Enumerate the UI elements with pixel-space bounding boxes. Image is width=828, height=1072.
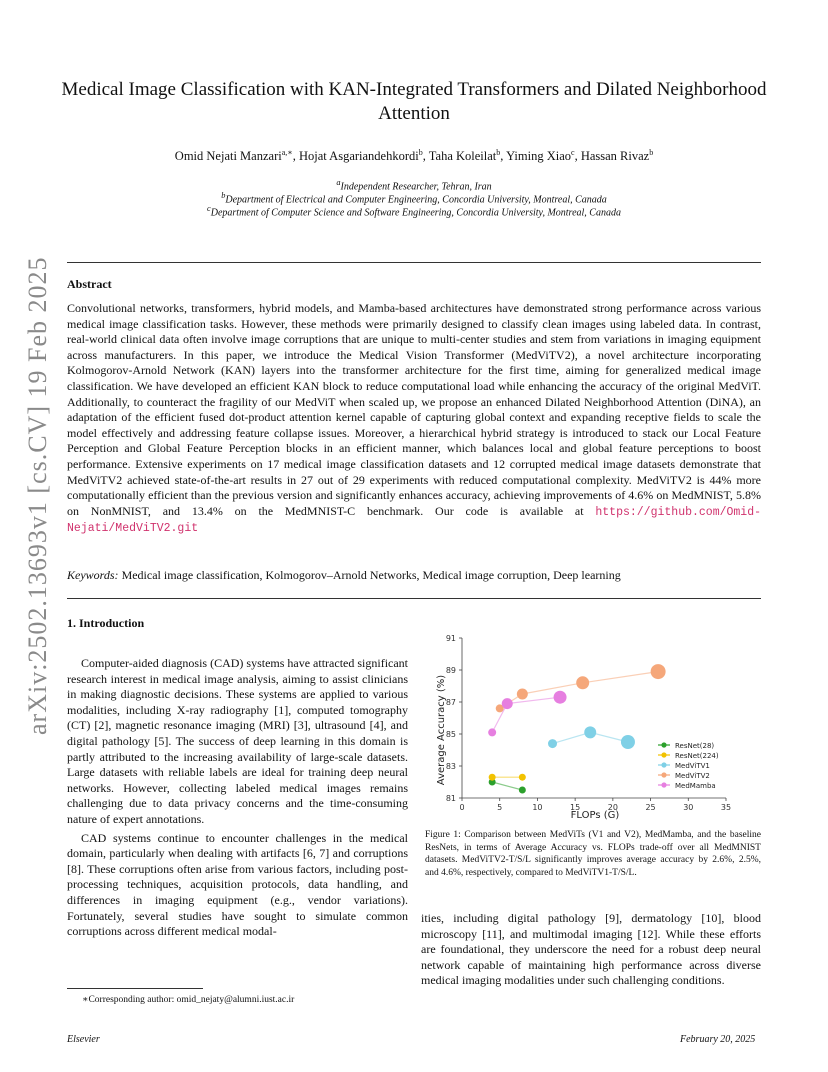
right-column	[421, 911, 761, 989]
footer-date: February 20, 2025	[680, 1034, 756, 1045]
data-point	[502, 698, 513, 709]
data-point	[488, 728, 496, 736]
legend-entry: MedMamba	[675, 782, 716, 790]
data-point	[548, 739, 557, 748]
affiliation-c: $^c$Department of Computer Science and Software Engineering, Concordia University, Montreal, Canada	[207, 204, 621, 219]
x-tick-label: 15	[570, 803, 581, 812]
data-point	[519, 787, 526, 794]
intro-paragraph-1: Computer-aided diagnosis (CAD) systems have attracted significant research interest in medical image analysis, aiming to assist clinicians in making diagnostic decisions. These systems are applied to various modalities, including X-ray radiography [1], computed tomography (CT) [2], magnetic resonance imaging (MRI) [3], ultrasound [4], and digital pathology [5]. The success of deep learning in this domain is partly attributed to the increasing availability of large-scale datasets. Large datasets with reliable labels are ideal for training deep neural networks. However, collecting labeled medical images remains challenging due to data privacy concerns and the time-consuming nature of expert annotations.	[67, 656, 409, 826]
y-axis-label: Average Accuracy (%)	[436, 674, 447, 786]
corresponding-author-footnote: ∗Corresponding author: omid_nejaty@alumni.iust.ac.ir	[82, 995, 295, 1005]
author-name: Hassan Rivaz$^b$	[580, 148, 654, 164]
section-heading: 1. Introduction	[67, 616, 145, 630]
y-tick-label: 87	[445, 698, 456, 707]
x-tick-label: 30	[683, 803, 694, 812]
footnote-divider	[67, 988, 203, 989]
left-column	[67, 656, 408, 943]
arxiv-stamp: arXiv:2502.13693v1 [cs.CV] 19 Feb 2025	[23, 256, 52, 735]
x-tick-label: 35	[720, 803, 732, 812]
affiliation-b: $^b$Department of Electrical and Computer Engineering, Concordia University, Montreal, Canada	[221, 191, 607, 206]
keywords	[67, 568, 761, 583]
author-affiliation-mark: c	[571, 148, 575, 157]
figure-caption: Figure 1: Comparison between MedViTs (V1 and V2), MedMamba, and the baseline ResNets, in terms of Average Accuracy vs. FLOPs trade-off over all MedMNIST datasets. MedViTV2-T/S/L significantly improves average accuracy by 2.6%, 2.5%, and 4.6%, respectively, compared to MedViTV1-T/S/L.	[425, 830, 761, 878]
author-name: Omid Nejati Manzari$^{a,∗}$	[174, 148, 293, 164]
intro-paragraph-2: CAD systems continue to encounter challenges in the medical domain, particularly when dealing with artifacts [6, 7] and corruptions [8]. These corruptions often arise from various factors, including post-processing techniques, acquisition protocols, data handling, and differences in imaging equipment (e.g., vendor variations). Fortunately, several studies have sought to simulate common corruptions across different medical modal-	[67, 830, 408, 939]
top-divider	[67, 262, 761, 263]
x-axis-label: FLOPs (G)	[570, 810, 620, 821]
y-tick-label: 85	[445, 730, 456, 739]
legend-entry: MedViTV2	[675, 772, 710, 780]
author-name: Yiming Xiao$^c$	[506, 148, 575, 164]
accuracy-vs-flops-chart	[430, 628, 750, 823]
x-tick-label: 25	[645, 803, 656, 812]
paper-title: Medical Image Classification with KAN-Integrated Transformers and Dilated Neighborhood Attention	[61, 79, 767, 124]
legend-marker	[661, 782, 666, 787]
legend-marker	[661, 772, 666, 777]
abstract-heading: Abstract	[67, 277, 112, 291]
author-name: Taha Koleilat$^b$	[428, 148, 501, 164]
mid-divider	[67, 598, 761, 599]
data-point	[584, 726, 596, 738]
legend-entry: MedViTV1	[675, 762, 710, 770]
legend-marker	[661, 752, 666, 757]
code-link[interactable]: https://github.com/Omid-Nejati/MedViTV2.git	[67, 505, 762, 536]
intro-paragraph-3: ities, including digital pathology [9], dermatology [10], blood microscopy [11], and multimodal imaging [12]. While these efforts are foundational, they underscore the need for a robust deep neural network capable of maintaining high performance across diverse medical imaging modalities under such challenging conditions.	[421, 911, 761, 988]
author-affiliation-mark: a,∗	[281, 148, 293, 157]
affiliation-a: $^a$Independent Researcher, Tehran, Iran	[336, 178, 492, 193]
keywords-text: Medical image classification, Kolmogorov–Arnold Networks, Medical image corruption, Deep learning	[121, 568, 621, 582]
legend-marker	[661, 742, 666, 747]
data-point	[554, 691, 567, 704]
x-tick-label: 0	[459, 803, 465, 812]
legend-entry: ResNet(28)	[675, 742, 715, 750]
author-list: Omid Nejati Manzari$^{a,∗}$, Hojat Asgariandehkordi$^b$, Taha Koleilat$^b$, Yiming Xiao$^c$, Hassan Rivaz$^b$	[174, 148, 654, 164]
series-line	[492, 782, 522, 790]
legend-entry: ResNet(224)	[675, 752, 719, 760]
author-affiliation-mark: b	[649, 148, 654, 157]
author-affiliation-mark: b	[418, 148, 423, 157]
y-tick-label: 91	[445, 634, 456, 643]
author-affiliation-mark: b	[496, 148, 501, 157]
data-point	[576, 676, 589, 689]
y-tick-label: 89	[445, 666, 456, 675]
y-tick-label: 83	[445, 762, 456, 771]
x-tick-label: 5	[497, 803, 503, 812]
data-point	[651, 664, 666, 679]
x-tick-label: 10	[532, 803, 543, 812]
author-name: Hojat Asgariandehkordi$^b$	[298, 148, 423, 164]
data-point	[621, 735, 635, 749]
abstract-text: Convolutional networks, transformers, hybrid models, and Mamba-based architectures have demonstrated strong performance across various medical image classification tasks. However, these methods were primarily designed to classify clean images using labeled data. In contrast, real-world clinical data often involve image corruptions that are unique to multi-center studies and stem from variations in imaging equipment across manufacturers. In this paper, we introduce the Medical Vision Transformer (MedViTV2), a novel architecture incorporating Kolmogorov-Arnold Network (KAN) layers into the transformer architecture for the first time, aiming for generalized medical image classification. We have developed an efficient KAN block to reduce computational load while enhancing the accuracy of the original MedViT. Additionally, to counteract the fragility of our MedViT when scaled up, we propose an enhanced Dilated Neighborhood Attention (DiNA), an adaptation of the efficient fused dot-product attention kernel capable of capturing global context and expanding receptive fields to scale the model effectively and addressing feature collapse issues. Moreover, a hierarchical hybrid strategy is introduced to stack our Local Feature Perception and Global Feature Perception blocks in an efficient manner, which balances local and global feature perceptions to boost performance. Extensive experiments on 17 medical image classification datasets and 12 corrupted medical image datasets demonstrate that MedViTV2 achieved state-of-the-art results in 27 out of 29 experiments with reduced computational complexity. MedViTV2 is 44% more computationally efficient than the previous version and significantly enhances accuracy, achieving improvements of 4.6% on MedMNIST, 5.8% on NonMNIST, and 13.4% on the MedMNIST-C benchmark. Our code is available at	[67, 301, 761, 518]
x-tick-label: 20	[607, 803, 618, 812]
data-point	[519, 774, 526, 781]
abstract-body	[67, 301, 761, 537]
data-point	[517, 689, 528, 700]
journal-name: Elsevier	[67, 1034, 100, 1045]
y-tick-label: 81	[445, 794, 456, 803]
legend-marker	[661, 762, 666, 767]
data-point	[489, 774, 496, 781]
keywords-label: Keywords:	[67, 568, 119, 582]
